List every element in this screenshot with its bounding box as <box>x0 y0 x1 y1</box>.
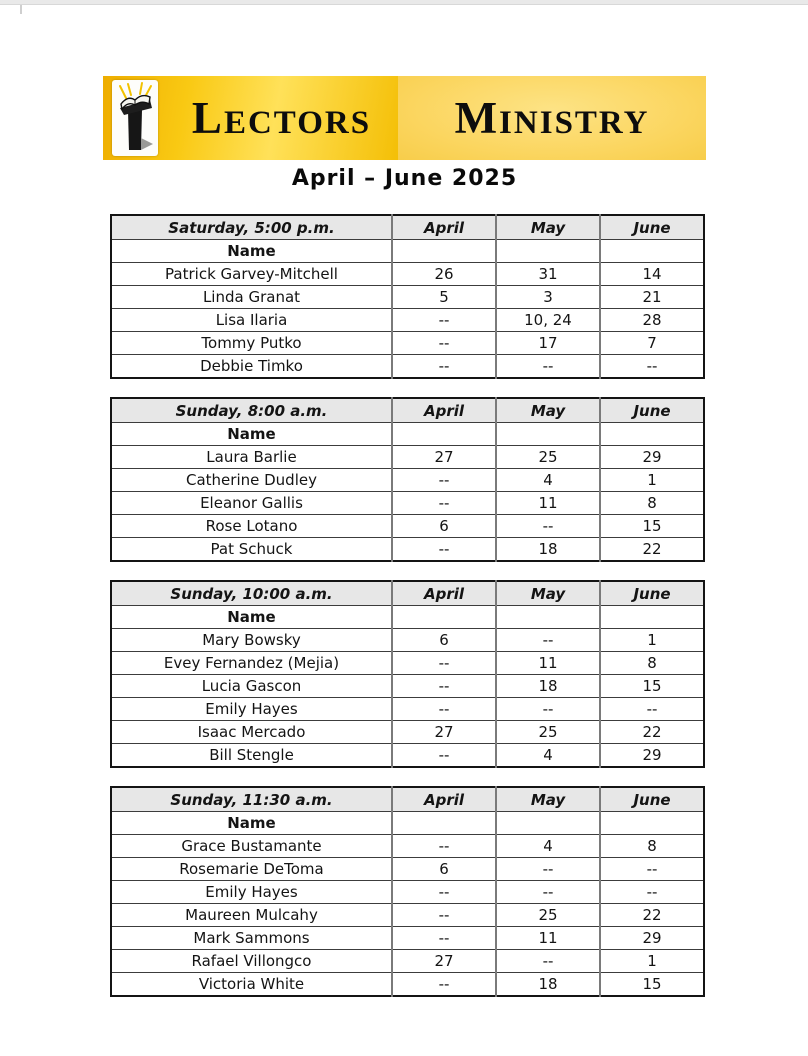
may-cell: 18 <box>496 675 600 698</box>
name-header-row <box>111 240 704 263</box>
lector-name-cell: Isaac Mercado <box>111 721 392 744</box>
april-cell: -- <box>392 835 496 858</box>
lector-name-cell: Eleanor Gallis <box>111 492 392 515</box>
may-cell: -- <box>496 515 600 538</box>
lector-row <box>111 721 704 744</box>
may-cell: 18 <box>496 973 600 997</box>
may-cell: 17 <box>496 332 600 355</box>
june-cell: 1 <box>600 629 704 652</box>
may-cell: 25 <box>496 446 600 469</box>
june-cell: 28 <box>600 309 704 332</box>
april-cell: -- <box>392 355 496 379</box>
lector-name-cell: Grace Bustamante <box>111 835 392 858</box>
name-header-row <box>111 812 704 835</box>
april-cell: -- <box>392 332 496 355</box>
viewer-edge-artifact <box>20 5 22 14</box>
june-empty-cell <box>600 812 704 835</box>
april-cell: -- <box>392 652 496 675</box>
session-header-row <box>111 215 704 240</box>
may-column-header: May <box>496 787 600 812</box>
session-header: Sunday, 11:30 a.m. <box>111 787 392 812</box>
april-cell: -- <box>392 469 496 492</box>
lectors-ministry-banner <box>103 76 706 160</box>
may-empty-cell <box>496 606 600 629</box>
may-cell: 3 <box>496 286 600 309</box>
name-column-header: Name <box>111 423 392 446</box>
april-cell: -- <box>392 538 496 562</box>
april-column-header: April <box>392 787 496 812</box>
lector-name-cell: Patrick Garvey-Mitchell <box>111 263 392 286</box>
lector-name-cell: Lucia Gascon <box>111 675 392 698</box>
april-cell: -- <box>392 881 496 904</box>
june-cell: 15 <box>600 675 704 698</box>
lector-row <box>111 446 704 469</box>
name-column-header: Name <box>111 606 392 629</box>
june-cell: 22 <box>600 904 704 927</box>
june-cell: 22 <box>600 721 704 744</box>
lector-name-cell: Linda Granat <box>111 286 392 309</box>
may-column-header: May <box>496 398 600 423</box>
april-cell: 26 <box>392 263 496 286</box>
name-column-header: Name <box>111 812 392 835</box>
april-cell: 27 <box>392 950 496 973</box>
may-cell: 18 <box>496 538 600 562</box>
lector-name-cell: Catherine Dudley <box>111 469 392 492</box>
june-cell: 21 <box>600 286 704 309</box>
june-cell: 8 <box>600 652 704 675</box>
may-cell: 25 <box>496 721 600 744</box>
session-header-row <box>111 787 704 812</box>
lector-row <box>111 492 704 515</box>
may-cell: 10, 24 <box>496 309 600 332</box>
june-cell: -- <box>600 698 704 721</box>
june-empty-cell <box>600 606 704 629</box>
june-cell: 29 <box>600 744 704 768</box>
lector-row <box>111 538 704 562</box>
lectern-icon <box>112 80 158 156</box>
june-column-header: June <box>600 398 704 423</box>
session-header-row <box>111 398 704 423</box>
viewer-top-edge <box>0 0 808 5</box>
april-cell: -- <box>392 973 496 997</box>
lector-name-cell: Maureen Mulcahy <box>111 904 392 927</box>
may-cell: 25 <box>496 904 600 927</box>
may-cell: 11 <box>496 492 600 515</box>
lector-name-cell: Evey Fernandez (Mejia) <box>111 652 392 675</box>
lector-row <box>111 675 704 698</box>
june-cell: 15 <box>600 973 704 997</box>
april-cell: -- <box>392 927 496 950</box>
june-cell: 15 <box>600 515 704 538</box>
april-empty-cell <box>392 240 496 263</box>
june-cell: 29 <box>600 927 704 950</box>
april-cell: -- <box>392 309 496 332</box>
session-header: Sunday, 10:00 a.m. <box>111 581 392 606</box>
june-cell: 22 <box>600 538 704 562</box>
april-cell: -- <box>392 698 496 721</box>
session-header: Sunday, 8:00 a.m. <box>111 398 392 423</box>
lector-row <box>111 858 704 881</box>
april-cell: 27 <box>392 721 496 744</box>
lector-name-cell: Tommy Putko <box>111 332 392 355</box>
may-cell: -- <box>496 629 600 652</box>
schedule-table <box>110 786 705 997</box>
lector-row <box>111 973 704 997</box>
april-cell: 6 <box>392 858 496 881</box>
may-empty-cell <box>496 812 600 835</box>
june-cell: 1 <box>600 469 704 492</box>
lector-row <box>111 355 704 379</box>
june-cell: 29 <box>600 446 704 469</box>
page-title: April – June 2025 <box>291 166 518 191</box>
may-cell: 11 <box>496 927 600 950</box>
april-cell: -- <box>392 675 496 698</box>
banner-right-section <box>398 76 706 160</box>
june-column-header: June <box>600 787 704 812</box>
april-empty-cell <box>392 606 496 629</box>
april-cell: -- <box>392 904 496 927</box>
name-header-row <box>111 606 704 629</box>
banner-lectors-text: LECTORS <box>191 92 372 143</box>
june-cell: 7 <box>600 332 704 355</box>
lector-name-cell: Rosemarie DeToma <box>111 858 392 881</box>
april-empty-cell <box>392 812 496 835</box>
lector-row <box>111 263 704 286</box>
banner-left-section <box>103 76 398 160</box>
june-cell: 8 <box>600 492 704 515</box>
may-empty-cell <box>496 240 600 263</box>
lector-row <box>111 332 704 355</box>
schedule-table <box>110 397 705 562</box>
june-cell: 14 <box>600 263 704 286</box>
lector-row <box>111 515 704 538</box>
lector-row <box>111 629 704 652</box>
lector-name-cell: Rose Lotano <box>111 515 392 538</box>
june-column-header: June <box>600 581 704 606</box>
may-cell: 31 <box>496 263 600 286</box>
lector-row <box>111 881 704 904</box>
name-header-row <box>111 423 704 446</box>
april-cell: 27 <box>392 446 496 469</box>
name-column-header: Name <box>111 240 392 263</box>
lector-name-cell: Lisa Ilaria <box>111 309 392 332</box>
may-column-header: May <box>496 581 600 606</box>
april-cell: -- <box>392 744 496 768</box>
april-empty-cell <box>392 423 496 446</box>
april-cell: 6 <box>392 515 496 538</box>
may-cell: 4 <box>496 469 600 492</box>
april-column-header: April <box>392 398 496 423</box>
may-empty-cell <box>496 423 600 446</box>
april-cell: 6 <box>392 629 496 652</box>
session-header: Saturday, 5:00 p.m. <box>111 215 392 240</box>
schedule-table <box>110 580 705 768</box>
april-column-header: April <box>392 215 496 240</box>
lector-row <box>111 950 704 973</box>
may-cell: -- <box>496 881 600 904</box>
april-cell: 5 <box>392 286 496 309</box>
schedule-table <box>110 214 705 379</box>
april-column-header: April <box>392 581 496 606</box>
june-empty-cell <box>600 240 704 263</box>
may-cell: 4 <box>496 835 600 858</box>
lector-row <box>111 469 704 492</box>
lector-name-cell: Emily Hayes <box>111 698 392 721</box>
may-column-header: May <box>496 215 600 240</box>
may-cell: 4 <box>496 744 600 768</box>
june-cell: 1 <box>600 950 704 973</box>
lector-name-cell: Bill Stengle <box>111 744 392 768</box>
may-cell: -- <box>496 355 600 379</box>
lector-row <box>111 652 704 675</box>
lector-name-cell: Mary Bowsky <box>111 629 392 652</box>
lector-name-cell: Emily Hayes <box>111 881 392 904</box>
banner-ministry-text: MINISTRY <box>454 92 650 143</box>
june-cell: 8 <box>600 835 704 858</box>
june-empty-cell <box>600 423 704 446</box>
may-cell: -- <box>496 858 600 881</box>
lector-row <box>111 904 704 927</box>
lector-name-cell: Mark Sammons <box>111 927 392 950</box>
lector-name-cell: Debbie Timko <box>111 355 392 379</box>
session-header-row <box>111 581 704 606</box>
lector-row <box>111 309 704 332</box>
lector-name-cell: Victoria White <box>111 973 392 997</box>
lector-row <box>111 835 704 858</box>
june-column-header: June <box>600 215 704 240</box>
may-cell: -- <box>496 698 600 721</box>
lector-row <box>111 286 704 309</box>
june-cell: -- <box>600 858 704 881</box>
june-cell: -- <box>600 881 704 904</box>
lector-name-cell: Rafael Villongco <box>111 950 392 973</box>
lector-row <box>111 698 704 721</box>
may-cell: -- <box>496 950 600 973</box>
lector-name-cell: Laura Barlie <box>111 446 392 469</box>
schedule-tables <box>110 214 703 1015</box>
april-cell: -- <box>392 492 496 515</box>
june-cell: -- <box>600 355 704 379</box>
lector-row <box>111 744 704 768</box>
lector-name-cell: Pat Schuck <box>111 538 392 562</box>
lector-row <box>111 927 704 950</box>
may-cell: 11 <box>496 652 600 675</box>
